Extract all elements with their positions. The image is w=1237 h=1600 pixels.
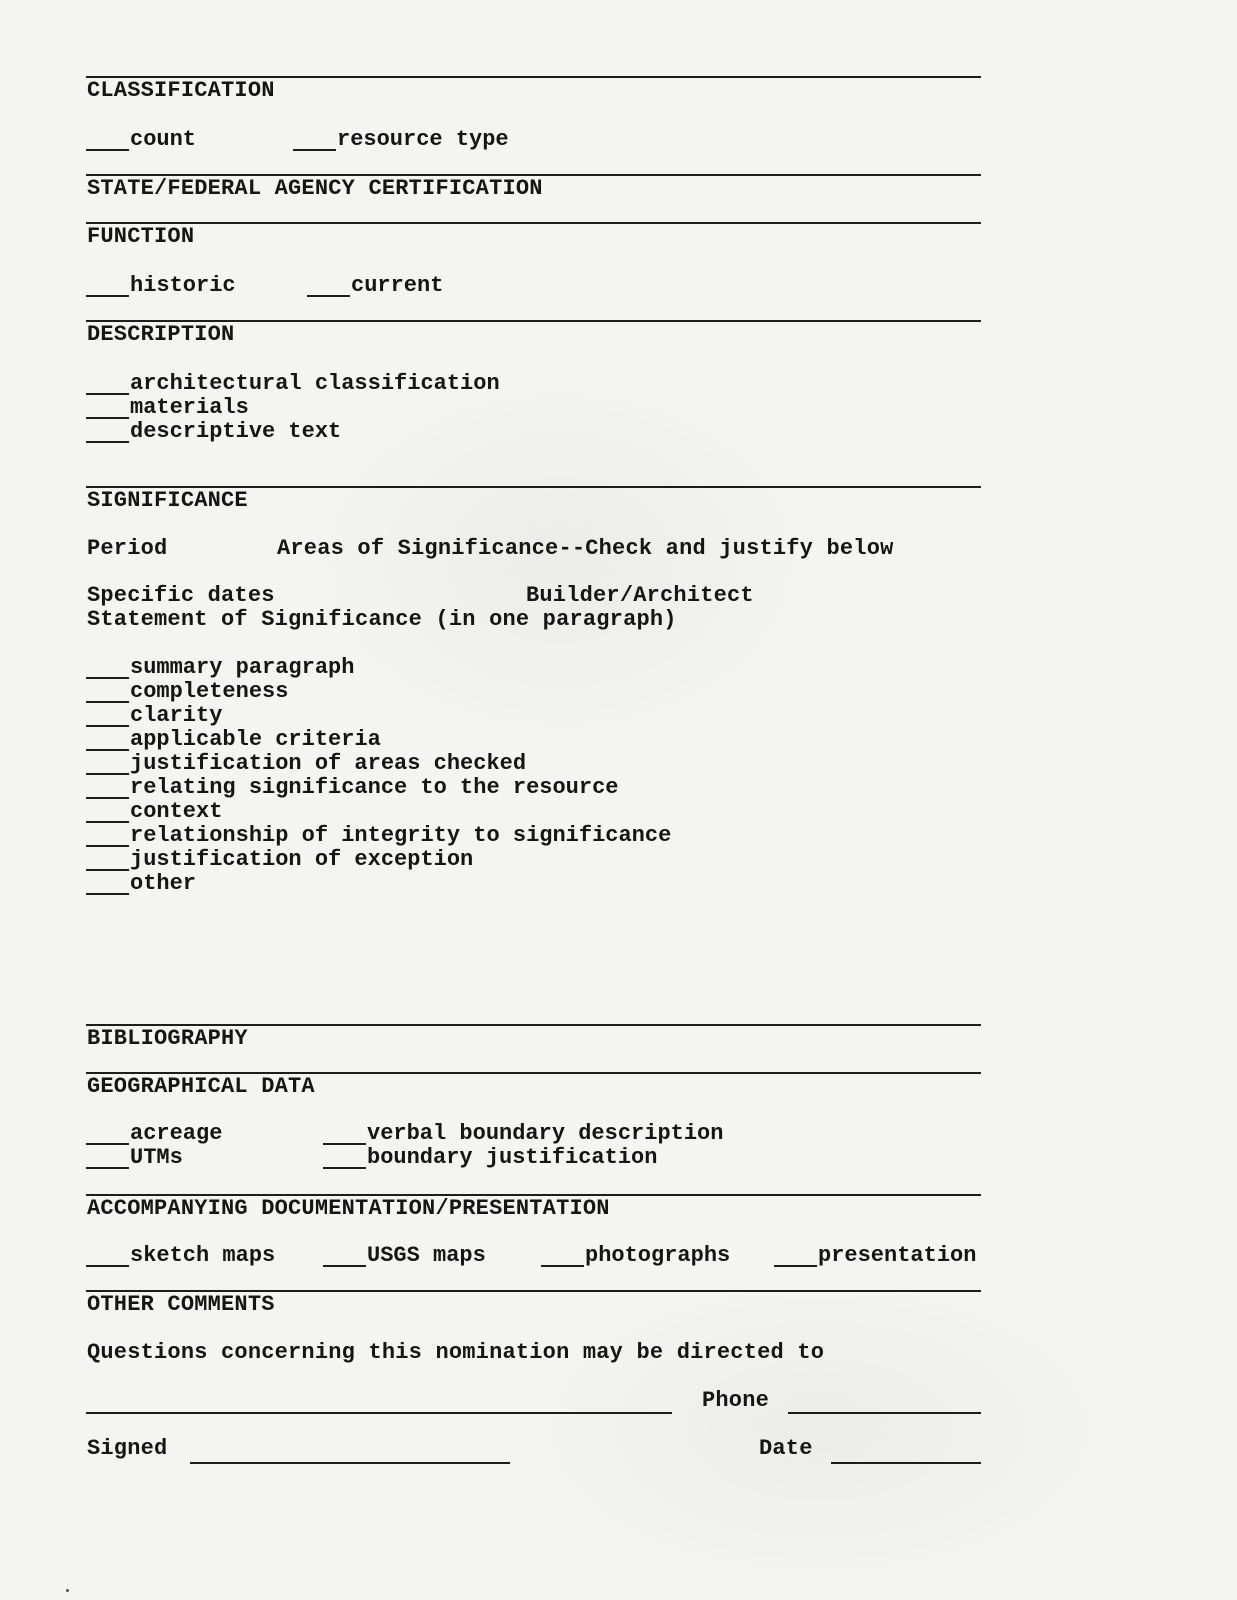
checkbox-sketch-maps[interactable] bbox=[86, 1244, 306, 1268]
check-blank[interactable] bbox=[86, 845, 129, 847]
checkbox-label: descriptive text bbox=[130, 419, 342, 444]
checkbox-label: architectural classification bbox=[130, 371, 500, 396]
checkbox-label: clarity bbox=[130, 703, 223, 728]
checkbox-label: count bbox=[130, 127, 197, 152]
checkbox-presentation[interactable] bbox=[774, 1244, 1004, 1268]
check-blank[interactable] bbox=[86, 295, 129, 297]
comments-heading: OTHER COMMENTS bbox=[87, 1292, 275, 1317]
checkbox-other[interactable] bbox=[86, 872, 386, 896]
phone-label: Phone bbox=[702, 1388, 770, 1413]
certification-heading: STATE/FEDERAL AGENCY CERTIFICATION bbox=[87, 176, 543, 201]
checkbox-verbal-boundary[interactable] bbox=[323, 1122, 773, 1146]
checkbox-usgs-maps[interactable] bbox=[323, 1244, 523, 1268]
checkbox-historic[interactable] bbox=[86, 274, 286, 298]
phone-field[interactable] bbox=[788, 1412, 981, 1414]
check-blank[interactable] bbox=[86, 821, 129, 823]
check-blank[interactable] bbox=[86, 393, 129, 395]
checkbox-label: justification of exception bbox=[130, 847, 474, 872]
bibliography-heading: BIBLIOGRAPHY bbox=[87, 1026, 248, 1051]
check-blank[interactable] bbox=[774, 1265, 817, 1267]
checkbox-relationship-integrity[interactable] bbox=[86, 824, 746, 848]
checkbox-label: current bbox=[351, 273, 444, 298]
check-blank[interactable] bbox=[323, 1167, 366, 1169]
scan-speck bbox=[66, 1589, 69, 1592]
checkbox-label: presentation bbox=[818, 1243, 977, 1268]
check-blank[interactable] bbox=[293, 149, 336, 151]
significance-heading: SIGNIFICANCE bbox=[87, 488, 248, 513]
builder-label: Builder/Architect bbox=[526, 583, 754, 608]
description-heading: DESCRIPTION bbox=[87, 322, 235, 347]
check-blank[interactable] bbox=[323, 1143, 366, 1145]
check-blank[interactable] bbox=[86, 677, 129, 679]
specific-dates-label: Specific dates bbox=[87, 583, 275, 608]
checkbox-current[interactable] bbox=[307, 274, 507, 298]
checkbox-materials[interactable] bbox=[86, 396, 386, 420]
checkbox-architectural-classification[interactable] bbox=[86, 372, 566, 396]
check-blank[interactable] bbox=[86, 1265, 129, 1267]
check-blank[interactable] bbox=[86, 1143, 129, 1145]
checkbox-label: completeness bbox=[130, 679, 289, 704]
checkbox-acreage[interactable] bbox=[86, 1122, 306, 1146]
checkbox-clarity[interactable] bbox=[86, 704, 486, 728]
function-heading: FUNCTION bbox=[87, 224, 195, 249]
check-blank[interactable] bbox=[86, 417, 129, 419]
checkbox-completeness[interactable] bbox=[86, 680, 486, 704]
check-blank[interactable] bbox=[86, 749, 129, 751]
checkbox-relating-significance[interactable] bbox=[86, 776, 686, 800]
checkbox-utms[interactable] bbox=[86, 1146, 306, 1170]
documentation-heading: ACCOMPANYING DOCUMENTATION/PRESENTATION bbox=[87, 1196, 610, 1221]
checkbox-label: photographs bbox=[585, 1243, 731, 1268]
checkbox-descriptive-text[interactable] bbox=[86, 420, 436, 444]
areas-label: Areas of Significance--Check and justify below bbox=[277, 536, 894, 561]
checkbox-label: relating significance to the resource bbox=[130, 775, 619, 800]
checkbox-label: sketch maps bbox=[130, 1243, 276, 1268]
check-blank[interactable] bbox=[86, 797, 129, 799]
checkbox-applicable-criteria[interactable] bbox=[86, 728, 486, 752]
questions-text: Questions concerning this nomination may be directed to bbox=[87, 1340, 825, 1365]
date-field[interactable] bbox=[831, 1462, 981, 1464]
checkbox-label: USGS maps bbox=[367, 1243, 486, 1268]
date-label: Date bbox=[759, 1436, 813, 1461]
checkbox-label: historic bbox=[130, 273, 236, 298]
checkbox-label: relationship of integrity to significance bbox=[130, 823, 672, 848]
geographical-heading: GEOGRAPHICAL DATA bbox=[87, 1074, 315, 1099]
checkbox-label: verbal boundary description bbox=[367, 1121, 724, 1146]
check-blank[interactable] bbox=[86, 701, 129, 703]
checkbox-label: applicable criteria bbox=[130, 727, 381, 752]
check-blank[interactable] bbox=[541, 1265, 584, 1267]
checkbox-label: other bbox=[130, 871, 197, 896]
checkbox-label: materials bbox=[130, 395, 249, 420]
checkbox-label: summary paragraph bbox=[130, 655, 355, 680]
checkbox-label: context bbox=[130, 799, 223, 824]
check-blank[interactable] bbox=[86, 869, 129, 871]
checkbox-justification-exception[interactable] bbox=[86, 848, 586, 872]
checkbox-resource-type[interactable] bbox=[293, 128, 593, 152]
checkbox-photographs[interactable] bbox=[541, 1244, 761, 1268]
check-blank[interactable] bbox=[307, 295, 350, 297]
check-blank[interactable] bbox=[86, 893, 129, 895]
check-blank[interactable] bbox=[86, 725, 129, 727]
checkbox-count[interactable] bbox=[86, 128, 286, 152]
checkbox-label: justification of areas checked bbox=[130, 751, 527, 776]
period-label: Period bbox=[87, 536, 168, 561]
contact-name-field[interactable] bbox=[86, 1412, 672, 1414]
section-rule bbox=[86, 222, 981, 224]
checkbox-label: UTMs bbox=[130, 1145, 183, 1170]
checkbox-boundary-justification[interactable] bbox=[323, 1146, 723, 1170]
checkbox-label: acreage bbox=[130, 1121, 223, 1146]
checkbox-justification-areas[interactable] bbox=[86, 752, 586, 776]
signature-field[interactable] bbox=[190, 1462, 510, 1464]
checkbox-label: boundary justification bbox=[367, 1145, 658, 1170]
check-blank[interactable] bbox=[323, 1265, 366, 1267]
statement-label: Statement of Significance (in one paragraph) bbox=[87, 607, 677, 632]
checkbox-summary-paragraph[interactable] bbox=[86, 656, 486, 680]
check-blank[interactable] bbox=[86, 441, 129, 443]
checkbox-context[interactable] bbox=[86, 800, 386, 824]
classification-heading: CLASSIFICATION bbox=[87, 78, 275, 103]
check-blank[interactable] bbox=[86, 1167, 129, 1169]
check-blank[interactable] bbox=[86, 149, 129, 151]
check-blank[interactable] bbox=[86, 773, 129, 775]
signed-label: Signed bbox=[87, 1436, 168, 1461]
checkbox-label: resource type bbox=[337, 127, 509, 152]
